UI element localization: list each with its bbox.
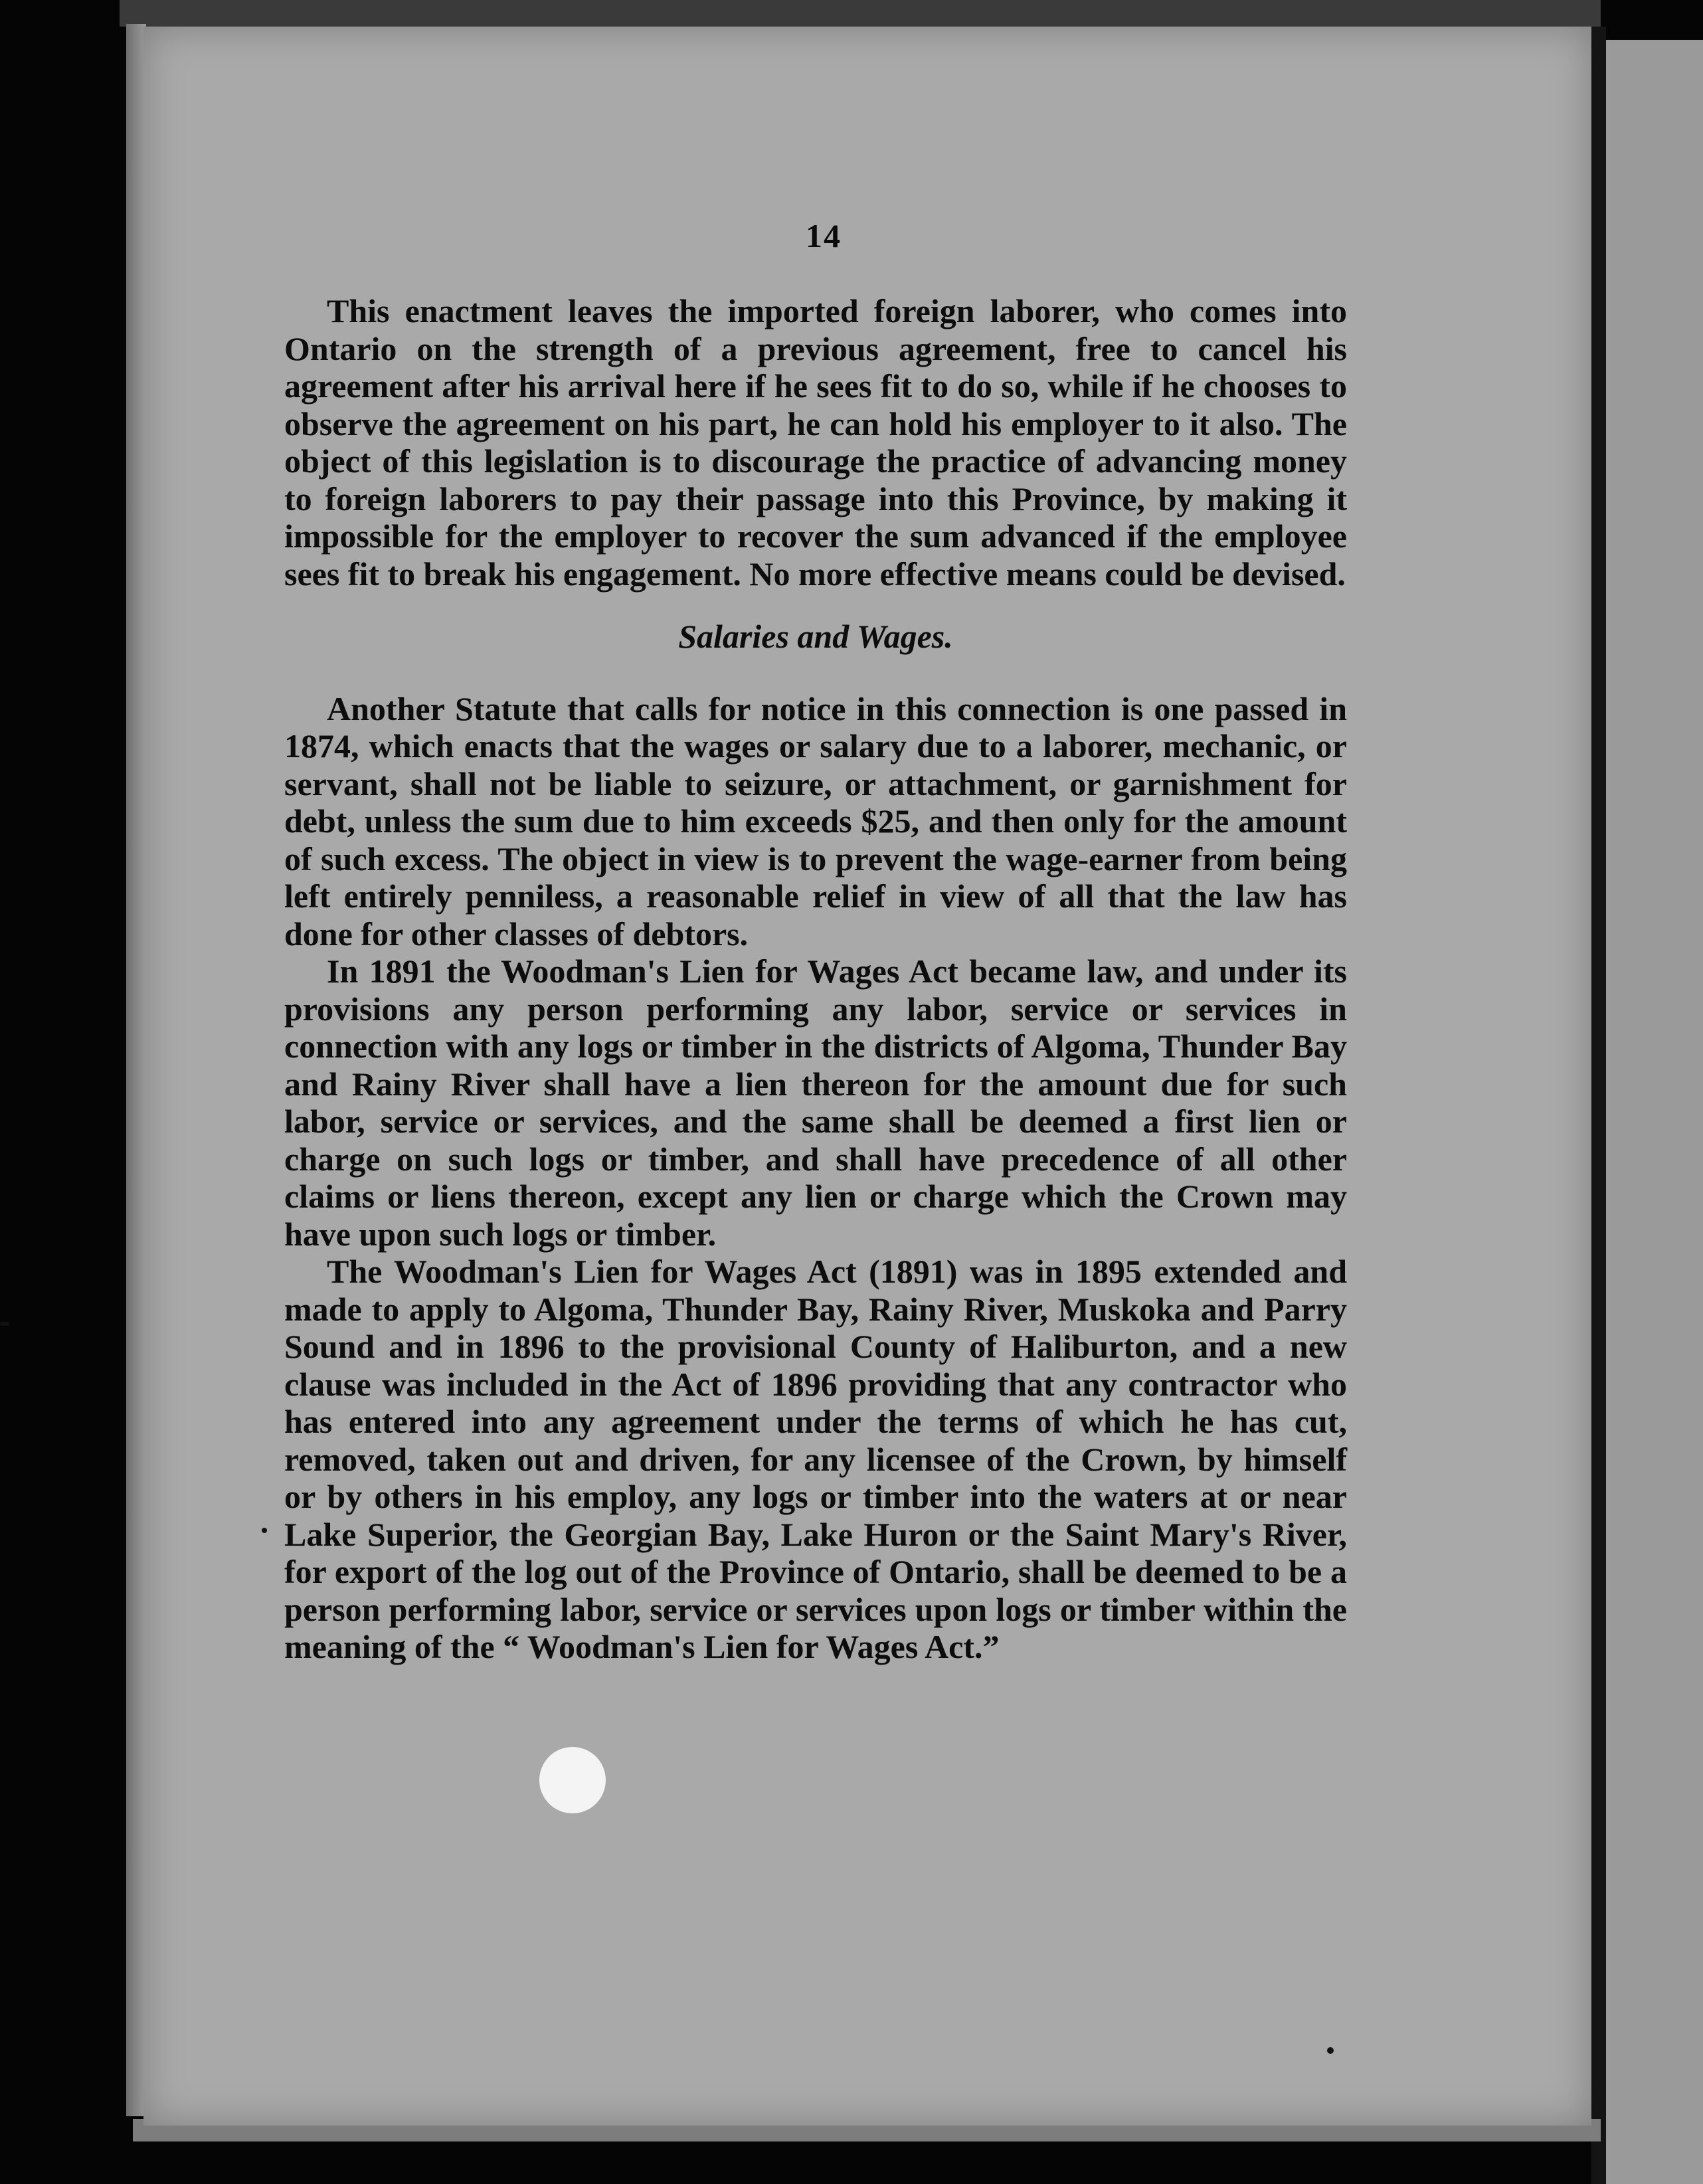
page-number: 14	[806, 217, 842, 254]
paragraph-imported-laborer: This enactment leaves the imported foreign laborer, who comes into Ontario on the strength of a previous agreement, free to cancel his agreement after his arrival here if he sees fit to do so, while if he chooses to observe the agreement on his part, he can hold his employer to it also. The object of this legislation is to discourage the practice of advancing money to foreign laborers to pay their passage into this Province, by making it impossible for the employer to recover the sum advanced if the employee sees fit to break his engagement. No more effective means could be devised.	[284, 292, 1347, 592]
top-page-edge	[120, 0, 1601, 27]
paragraph-woodmans-lien-extension: The Woodman's Lien for Wages Act (1891) was in 1895 extended and made to apply to Algoma, Thunder Bay, Rainy River, Muskoka and Parry Sound and in 1896 to the provisional County of Haliburton, and a new clause was included in the Act of 1896 providing that any contractor who has entered into any agreement under the terms of which he has cut, removed, taken out and driven, for any licensee of the Crown, by himself or by others in his employ, any logs or timber into the waters at or near Lake Superior, the Georgian Bay, Lake Huron or the Saint Mary's River, for export of the log out of the Province of Ontario, shall be deemed to be a person performing labor, service or services upon logs or timber within the meaning of the “ Woodman's Lien for Wages Act.”	[284, 1253, 1347, 1665]
paragraph-woodmans-lien-1891: In 1891 the Woodman's Lien for Wages Act became law, and under its provisions any person performing any labor, service or services in connection with any logs or timber in the districts of Algoma, Thunder Bay and Rainy River shall have a lien thereon for the amount due for such labor, service or services, and the same shall be deemed a first lien or charge on such logs or timber, and shall have precedence of all other claims or liens thereon, except any lien or charge which the Crown may have upon such logs or timber.	[284, 953, 1347, 1253]
paragraph-wages-statute: Another Statute that calls for notice in this connection is one passed in 1874, which enacts that the wages or salary due to a laborer, mechanic, or servant, shall not be liable to seizure, or attachment, or garnishment for debt, unless the sum due to him exceeds $25, and then only for the amount of such excess. The object in view is to prevent the wage-earner from being left entirely penniless, a reasonable relief in view of all that the law has done for other classes of debtors.	[284, 689, 1347, 953]
page-gutter	[1591, 27, 1606, 2184]
page-body	[284, 292, 1347, 1666]
ink-speck	[262, 1528, 267, 1533]
ink-speck	[1327, 2047, 1334, 2054]
scan-blemish	[539, 1747, 606, 1813]
adjacent-page-edge	[1606, 40, 1703, 2184]
ink-speck	[0, 1322, 9, 1326]
section-heading: Salaries and Wages.	[678, 618, 953, 655]
